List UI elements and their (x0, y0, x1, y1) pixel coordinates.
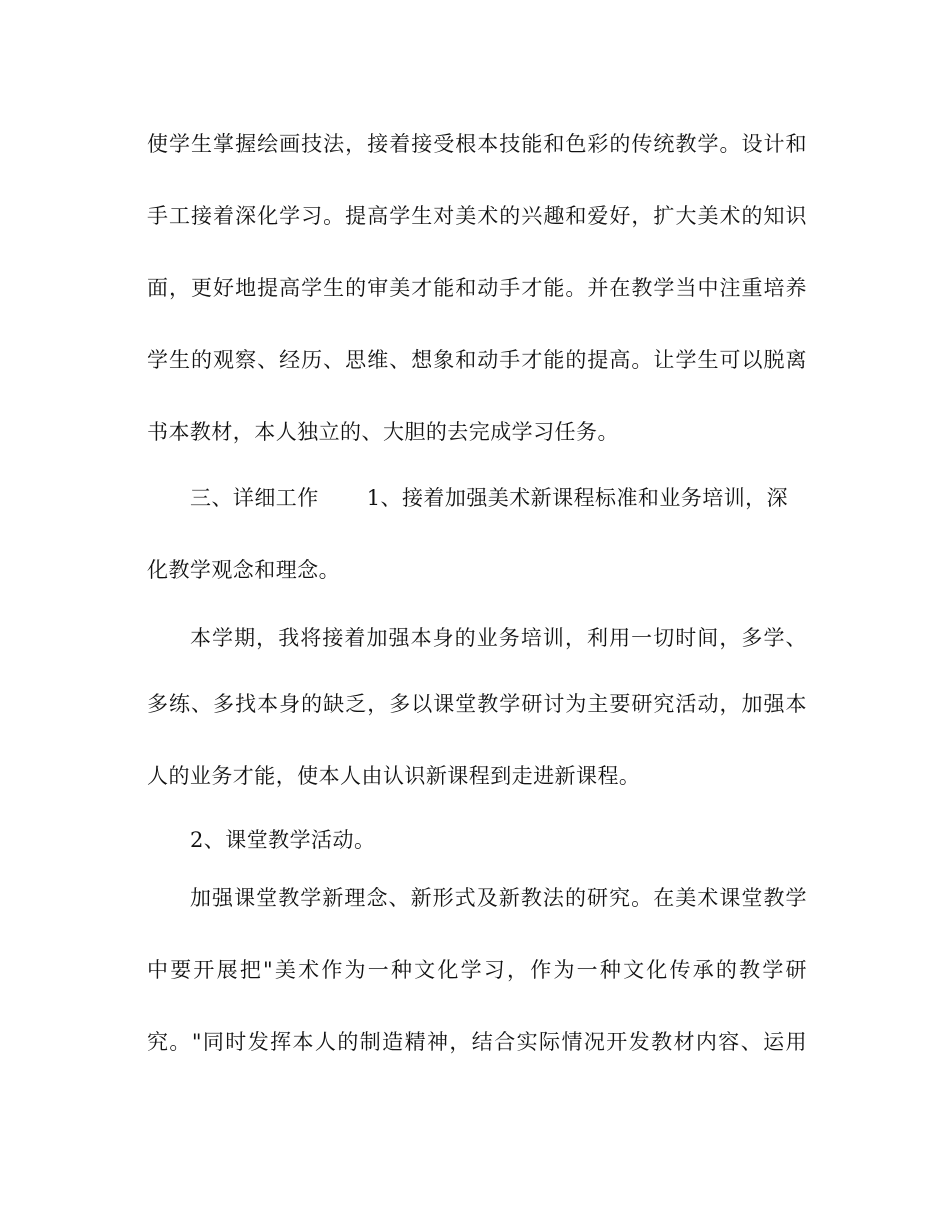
paragraph-line: 多练、多找本身的缺乏，多以课堂教学研讨为主要研究活动，加强本 (147, 692, 807, 716)
paragraph-line: 人的业务才能，使本人由认识新课程到走进新课程。 (147, 764, 641, 788)
section-heading-line (190, 484, 807, 512)
paragraph-line: 中要开展把"美术作为一种文化学习，作为一种文化传承的教学研 (147, 958, 807, 982)
paragraph-line: 究。"同时发挥本人的制造精神，结合实际情况开发教材内容、运用 (147, 1030, 807, 1054)
paragraph-line: 加强课堂教学新理念、新形式及新教法的研究。在美术课堂教学 (190, 886, 807, 910)
paragraph-line: 学生的观察、经历、思维、想象和动手才能的提高。让学生可以脱离 (147, 348, 807, 372)
paragraph-line: 本学期，我将接着加强本身的业务培训，利用一切时间，多学、 (190, 626, 807, 650)
paragraph-line: 手工接着深化学习。提高学生对美术的兴趣和爱好，扩大美术的知识 (147, 204, 807, 228)
section-heading: 三、详细工作 (190, 486, 319, 510)
paragraph-line: 书本教材，本人独立的、大胆的去完成学习任务。 (147, 420, 619, 444)
paragraph-line: 面，更好地提高学生的审美才能和动手才能。并在教学当中注重培养 (147, 276, 807, 300)
paragraph-line: 使学生掌握绘画技法，接着接受根本技能和色彩的传统教学。设计和 (147, 132, 807, 156)
section-item: 1、接着加强美术新课程标准和业务培训，深 (366, 486, 789, 510)
paragraph-line: 化教学观念和理念。 (147, 558, 341, 582)
subsection-heading: 2、课堂教学活动。 (190, 828, 376, 852)
